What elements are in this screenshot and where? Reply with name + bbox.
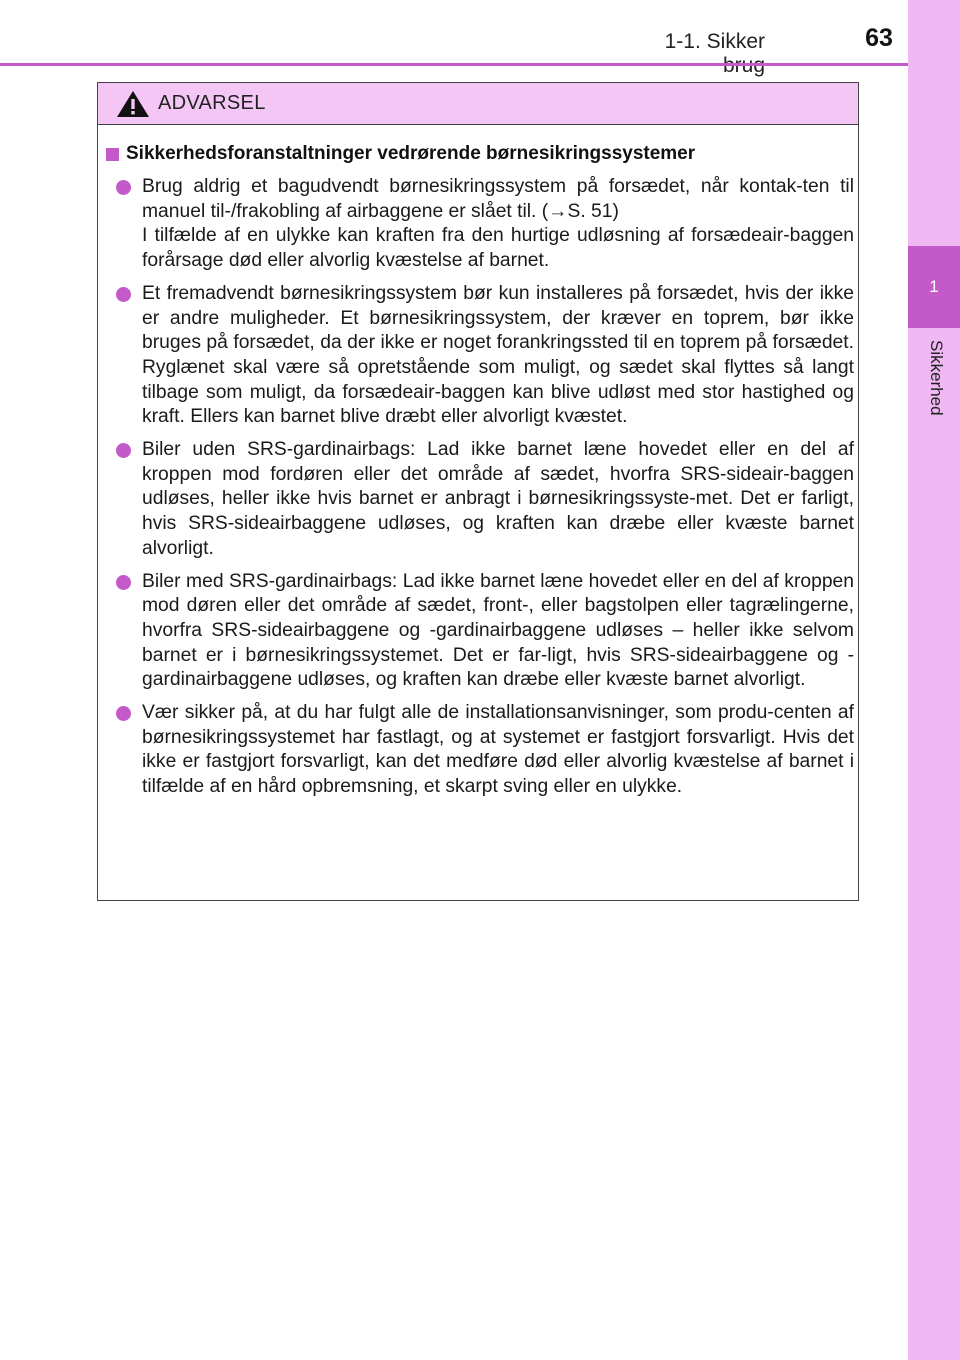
chapter-side-strip xyxy=(908,0,960,1360)
list-item xyxy=(114,570,854,694)
bullet-dot-icon xyxy=(116,287,131,302)
chapter-label: Sikkerhed xyxy=(927,340,946,416)
bullet-dot-icon xyxy=(116,575,131,590)
bullet-list xyxy=(114,175,854,808)
warning-label: ADVARSEL xyxy=(158,92,266,114)
watermark[interactable]: carmanualsonline.info xyxy=(650,1328,903,1358)
list-item xyxy=(114,438,854,562)
square-bullet-icon xyxy=(106,148,119,161)
warning-triangle-icon xyxy=(116,90,150,118)
warning-header xyxy=(98,83,858,125)
bullet-text: Biler uden SRS-gardinairbags: Lad ikke barnet læne hovedet eller en del af kroppen mod fordøren eller det område af sædet, hvorfra SRS-sideair-baggen udløses, heller ikke hvis barnet er anbragt i børnesikringssyste-met. Det er farligt, hvis SRS-sideairbaggene udløses, og kraften kan dræbe eller kvæste barnet alvorligt. xyxy=(142,439,854,559)
section-heading: 1-1. Sikker xyxy=(664,30,765,53)
chapter-number: 1 xyxy=(929,277,939,296)
list-item xyxy=(114,282,854,430)
bullet-text: Vær sikker på, at du har fulgt alle de installationsanvisninger, som produ-centen af børnesikringssystemet har fastlagt, og at systemet er fastgjort forsvarligt. Hvis det ikke er fastgjort forsvarligt, kan det medføre død eller alvorlig kvæstelse af barnet i tilfælde af en hård opbremsning, et skarpt sving eller en ulykke. xyxy=(142,702,854,798)
chapter-tab xyxy=(908,246,960,328)
bullet-dot-icon xyxy=(116,706,131,721)
warning-box xyxy=(97,82,859,901)
bullet-text: Biler med SRS-gardinairbags: Lad ikke barnet læne hovedet eller en del af kroppen mod døren eller det område af sædet, front-, eller bagstolpen eller tagrælingerne, hvorfra SRS-sideairbaggene og -gardinairbaggene udløses – heller ikke selvom barnet er i børnesikringssystemet. Det er far-ligt, hvis SRS-sideairbaggene og -gardinairbaggene udløses, og kraften kan dræbe eller kvæste barnet alvorligt. xyxy=(142,570,854,691)
list-item xyxy=(114,701,854,800)
bullet-dot-icon xyxy=(116,180,131,195)
section-title-text: Sikkerhedsforanstaltninger vedrørende børnesikringssystemer xyxy=(126,143,696,164)
bullet-text: Brug aldrig et bagudvendt børnesikringssystem på forsædet, når kontak-ten til manuel til-/frakobling af airbaggene er slået til. (→S. 51) I tilfælde af en ulykke kan kraften fra den hurtige udløsning af forsædeair-baggen forårsage død eller alvorlig kvæstelse af barnet. xyxy=(142,176,854,272)
section-title xyxy=(106,143,695,165)
bullet-text: Et fremadvendt børnesikringssystem bør kun installeres på forsædet, hvis der ikke er andre muligheder. Et børnesikringssystem, der kræver en toprem, bør ikke bruges på forsædet, da der ikke er noget forankringssted til en toprem på forsædet. Ryglænet skal være så opretstående som muligt, og sædet skal flyttes så langt tilbage som muligt, da forsædeair-baggen kan blive udløst med stor hastighed og kraft. Ellers kan barnet blive dræbt eller alvorligt kvæstet. xyxy=(142,282,854,428)
bullet-dot-icon xyxy=(116,443,131,458)
list-item xyxy=(114,175,854,274)
page-number: 63 xyxy=(865,24,893,52)
header-rule xyxy=(0,63,908,66)
